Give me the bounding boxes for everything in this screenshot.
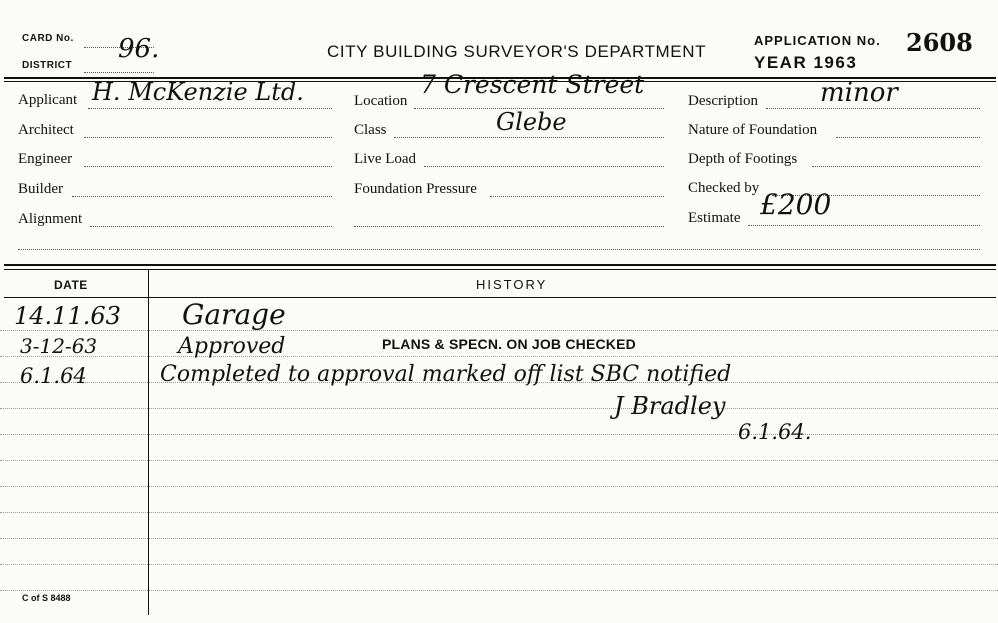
location-label: Location xyxy=(354,93,408,109)
estimate-label: Estimate xyxy=(688,210,741,226)
engineer-label: Engineer xyxy=(18,151,73,167)
class-label: Class xyxy=(354,122,387,138)
estimate-dotline xyxy=(748,225,980,226)
department-title: CITY BUILDING SURVEYOR'S DEPARTMENT xyxy=(327,42,707,61)
history-top-rule xyxy=(4,264,996,266)
history-text: Approved xyxy=(178,334,286,359)
history-date: 14.11.63 xyxy=(14,302,121,330)
live-load-dotline xyxy=(424,166,664,167)
applicant-label: Applicant xyxy=(18,92,78,108)
live-load-label: Live Load xyxy=(354,151,417,167)
history-date: 6.1.64 xyxy=(20,364,87,388)
application-no: 2608 xyxy=(906,28,973,57)
form-code: C of S 8488 xyxy=(22,593,71,603)
architect-dotline xyxy=(84,137,332,138)
fields-bottom-dotline xyxy=(18,249,980,250)
alignment-dotline xyxy=(90,226,332,227)
applicant-dotline xyxy=(88,108,332,109)
card-no-value: 96. xyxy=(118,34,160,64)
description-value: minor xyxy=(820,78,898,108)
year-label: YEAR 1963 xyxy=(754,53,858,72)
signature-date: 6.1.64. xyxy=(738,420,812,444)
history-text: Completed to approval marked off list SBC notified xyxy=(160,362,732,387)
district-dotline xyxy=(84,72,154,73)
builder-label: Builder xyxy=(18,181,63,197)
plans-checked-stamp: PLANS & SPECN. ON JOB CHECKED xyxy=(382,336,636,352)
depth-footings-label: Depth of Footings xyxy=(688,151,798,167)
card-no-label: CARD No. xyxy=(22,33,74,44)
checked-by-label: Checked by xyxy=(688,180,760,196)
foundation-pressure-dotline xyxy=(490,196,664,197)
nature-foundation-dotline xyxy=(836,137,980,138)
location-value: 7 Crescent Street xyxy=(420,70,645,99)
district-label: DISTRICT xyxy=(22,60,73,71)
depth-footings-dotline xyxy=(812,166,980,167)
builder-dotline xyxy=(72,196,332,197)
history-date: 3-12-63 xyxy=(20,334,98,358)
class-value: Glebe xyxy=(496,108,567,136)
alignment-label: Alignment xyxy=(18,211,83,227)
applicant-value: H. McKenzie Ltd. xyxy=(92,78,304,106)
application-no-label: APPLICATION No. xyxy=(754,33,881,48)
description-dotline xyxy=(766,108,980,109)
estimate-value: £200 xyxy=(760,188,832,221)
engineer-dotline xyxy=(84,166,332,167)
date-header: DATE xyxy=(54,278,88,292)
architect-label: Architect xyxy=(18,122,74,138)
history-top-rule-thin xyxy=(4,269,996,270)
history-text: Garage xyxy=(182,298,286,331)
class-dotline xyxy=(394,137,664,138)
history-header-rule xyxy=(4,297,996,298)
foundation-pressure-label: Foundation Pressure xyxy=(354,181,477,197)
nature-foundation-label: Nature of Foundation xyxy=(688,122,818,138)
description-label: Description xyxy=(688,93,758,109)
middle-blank-dotline xyxy=(354,226,664,227)
history-header: HISTORY xyxy=(476,277,548,292)
signature: J Bradley xyxy=(614,392,726,420)
